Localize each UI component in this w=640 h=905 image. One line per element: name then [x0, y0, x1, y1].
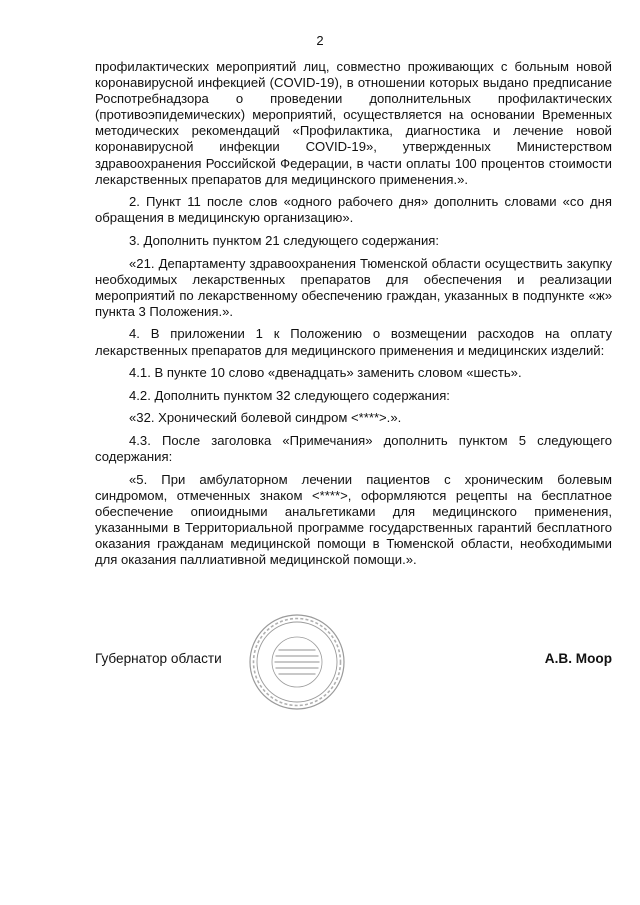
paragraph-item-2: 2. Пункт 11 после слов «одного рабочего дня» дополнить словами «со дня обращения в медицинскую организацию». [95, 194, 612, 226]
official-seal-stamp [236, 612, 358, 712]
paragraph-item-21-text: «21. Департаменту здравоохранения Тюменской области осуществить закупку необходимых лекарственных препаратов для обеспечения и реализации мероприятий по лекарственному обеспечению граждан, указанных в подпункте «ж» пункта 3 Положения.». [95, 255, 612, 319]
paragraph-note-5-text: «5. При амбулаторном лечении пациентов с хроническим болевым синдромом, отмеченных знаком <****>, оформляются рецепты на бесплатное обеспечение опиоидными анальгетиками для медицинского применения, указанными в Территориальной программе государственных гарантий бесплатного оказания гражданам медицинской помощи в Тюменской области, необходимыми для оказания паллиативной медицинской помощи.». [95, 471, 612, 568]
paragraph-continuation: профилактических мероприятий лиц, совместно проживающих с больным новой коронавирусной инфекцией (COVID-19), в отношении которых выдано предписание Роспотребнадзора о проведении дополнительных профилактических (противоэпидемических) мероприятий, осуществляется на основании Временных методических рекомендаций «Профилактика, диагностика и лечение новой коронавирусной инфекции COVID-19», утвержденных Министерством здравоохранения Российской Федерации, в части оплаты 100 процентов стоимости лекарственных препаратов для медицинского применения.». [95, 59, 612, 187]
signatory-name: А.В. Моор [544, 651, 612, 666]
paragraph-item-4: 4. В приложении 1 к Положению о возмещении расходов на оплату лекарственных препаратов для медицинского применения и медицинских изделий: [95, 326, 612, 358]
paragraph-item-3: 3. Дополнить пунктом 21 следующего содержания: [129, 232, 440, 248]
paragraph-item-4-3: 4.3. После заголовка «Примечания» дополнить пунктом 5 следующего содержания: [95, 432, 612, 464]
paragraph-item-4-1: 4.1. В пункте 10 слово «двенадцать» заменить словом «шесть». [129, 365, 522, 381]
signatory-position: Губернатор области [95, 651, 222, 666]
paragraph-item-32-text: «32. Хронический болевой синдром <****>.». [129, 410, 402, 426]
paragraph-item-4-2: 4.2. Дополнить пунктом 32 следующего содержания: [129, 387, 450, 403]
document-body [95, 59, 612, 575]
page-number: 2 [316, 33, 324, 48]
